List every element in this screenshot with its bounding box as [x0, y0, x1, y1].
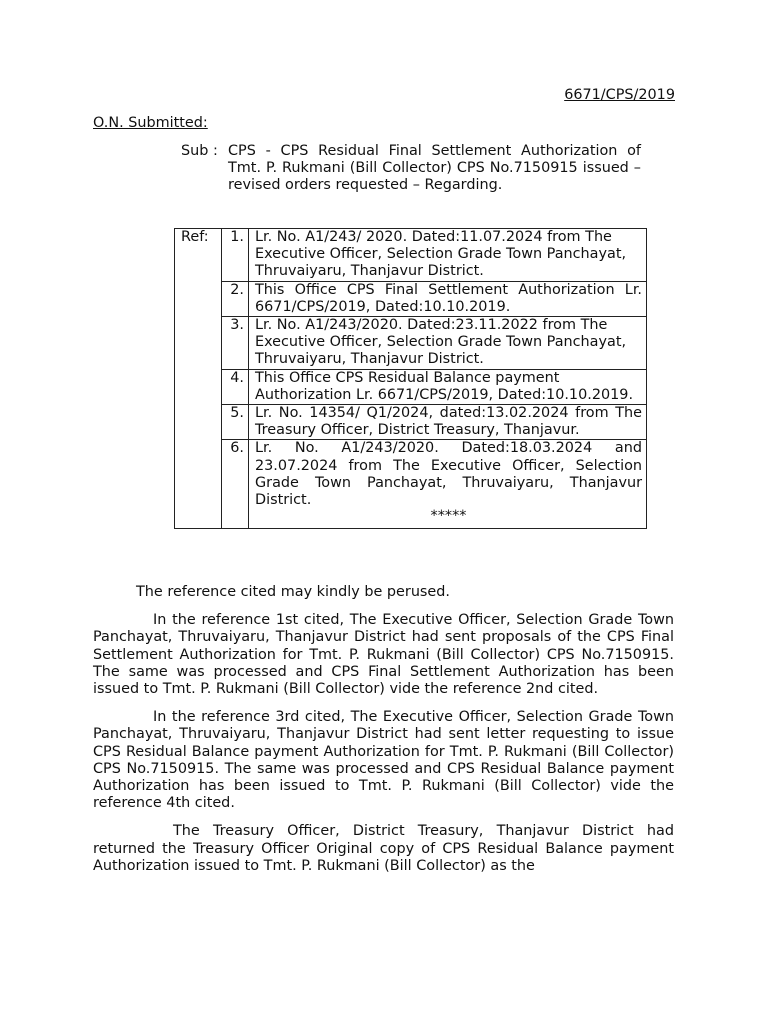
reference-label: Ref:	[175, 229, 222, 529]
paragraph: The Treasury Officer, District Treasury, Thanjavur District had returned the Treasury Officer Original copy of CPS Residual Balance payment Authorization issued to Tmt. P. Rukmani (Bill Collector) as the	[93, 823, 674, 874]
paragraph: The reference cited may kindly be perused.	[136, 584, 450, 600]
reference-cell-last	[249, 440, 647, 529]
reference-table	[174, 228, 647, 529]
reference-row	[175, 281, 647, 316]
reference-row	[175, 405, 647, 440]
reference-text: Lr. No. 14354/ Q1/2024, dated:13.02.2024 from The Treasury Officer, District Treasury, Thanjavur.	[249, 405, 647, 440]
reference-number: 2.	[222, 281, 249, 316]
subject-text: CPS - CPS Residual Final Settlement Authorization of Tmt. P. Rukmani (Bill Collector) CPS No.7150915 issued –revised orders requested – Regarding.	[228, 143, 641, 194]
file-number: 6671/CPS/2019	[564, 87, 675, 103]
reference-row	[175, 440, 647, 529]
reference-text: This Office CPS Residual Balance payment Authorization Lr. 6671/CPS/2019, Dated:10.10.2019.	[249, 369, 647, 404]
reference-number: 5.	[222, 405, 249, 440]
reference-text: Lr. No. A1/243/2020. Dated:23.11.2022 from The Executive Officer, Selection Grade Town Panchayat, Thruvaiyaru, Thanjavur District.	[249, 317, 647, 370]
end-mark: *****	[430, 508, 467, 525]
reference-text: Lr. No. A1/243/ 2020. Dated:11.07.2024 from The Executive Officer, Selection Grade Town Panchayat, Thruvaiyaru, Thanjavur District.	[249, 229, 647, 282]
reference-text: This Office CPS Final Settlement Authorization Lr. 6671/CPS/2019, Dated:10.10.2019.	[249, 281, 647, 316]
reference-row	[175, 229, 647, 282]
reference-row	[175, 369, 647, 404]
reference-number: 3.	[222, 317, 249, 370]
paragraph: In the reference 1st cited, The Executive Officer, Selection Grade Town Panchayat, Thruvaiyaru, Thanjavur District had sent proposals of the CPS Final Settlement Authorization for Tmt. P. Rukmani (Bill Collector) CPS No.7150915. The same was processed and CPS Final Settlement Authorization has been issued to Tmt. P. Rukmani (Bill Collector) vide the reference 2nd cited.	[93, 612, 674, 698]
body-text	[93, 584, 674, 886]
reference-row	[175, 317, 647, 370]
reference-text: Lr. No. A1/243/2020. Dated:18.03.2024 and 23.07.2024 from The Executive Officer, Selection Grade Town Panchayat, Thruvaiyaru, Thanjavur District.	[255, 440, 642, 509]
on-submitted-heading: O.N. Submitted:	[93, 115, 208, 131]
subject-block	[181, 143, 641, 195]
reference-number: 6.	[222, 440, 249, 529]
subject-label: Sub :	[181, 143, 218, 159]
paragraph: In the reference 3rd cited, The Executive Officer, Selection Grade Town Panchayat, Thruvaiyaru, Thanjavur District had sent letter requesting to issue CPS Residual Balance payment Authorization for Tmt. P. Rukmani (Bill Collector) CPS No.7150915. The same was processed and CPS Residual Balance payment Authorization has been issued to Tmt. P. Rukmani (Bill Collector) vide the reference 4th cited.	[93, 709, 674, 812]
reference-number: 1.	[222, 229, 249, 282]
reference-number: 4.	[222, 369, 249, 404]
